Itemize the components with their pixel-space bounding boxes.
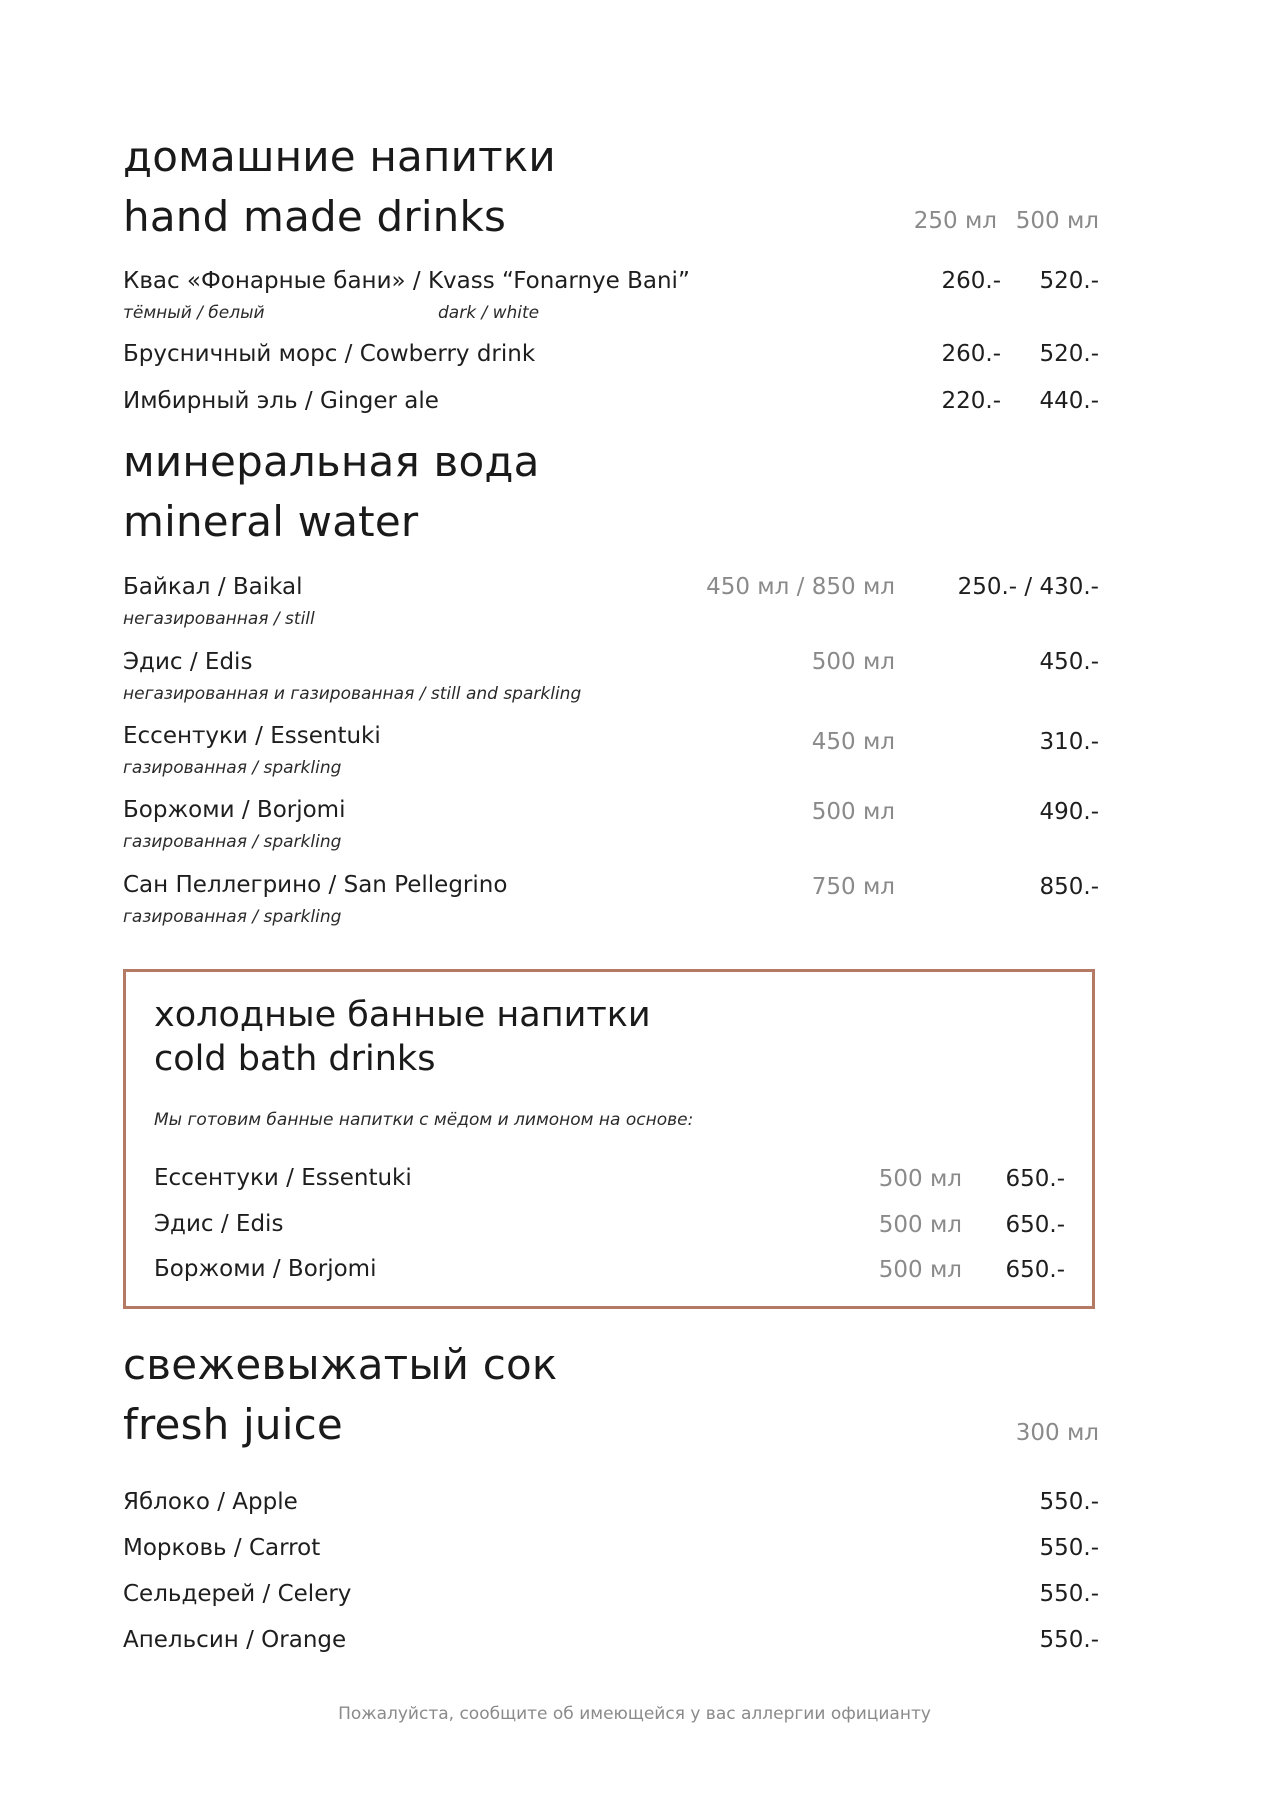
section-title-cold-bath-en: cold bath drinks bbox=[154, 1039, 436, 1079]
item-name: Боржоми / Borjomi bbox=[154, 1256, 377, 1282]
item-volume: 500 мл bbox=[878, 1212, 962, 1238]
item-price: 550.- bbox=[1039, 1489, 1099, 1515]
allergy-footer-note: Пожалуйста, сообщите об имеющейся у вас аллергии официанту bbox=[338, 1704, 931, 1724]
item-name: Яблоко / Apple bbox=[123, 1489, 298, 1515]
item-price-small: 260.- bbox=[941, 268, 1001, 294]
item-subtitle-en: dark / white bbox=[438, 303, 540, 323]
item-name: Эдис / Edis bbox=[154, 1211, 284, 1237]
juice-volume-header: 300 мл bbox=[1015, 1420, 1099, 1446]
item-price: 310.- bbox=[1039, 729, 1099, 755]
item-name: Квас «Фонарные бани» / Kvass “Fonarnye Bani” bbox=[123, 268, 690, 294]
item-volume: 450 мл bbox=[811, 729, 895, 755]
item-price-large: 440.- bbox=[1039, 388, 1099, 414]
item-price: 550.- bbox=[1039, 1581, 1099, 1607]
item-volume: 500 мл bbox=[811, 799, 895, 825]
item-price: 550.- bbox=[1039, 1535, 1099, 1561]
item-price: 250.- / 430.- bbox=[957, 574, 1099, 600]
item-price: 550.- bbox=[1039, 1627, 1099, 1653]
section-title-hand-made-ru: домашние напитки bbox=[123, 132, 556, 181]
section-title-mineral-en: mineral water bbox=[123, 497, 419, 546]
cold-bath-drinks-box bbox=[123, 969, 1095, 1309]
item-name: Морковь / Carrot bbox=[123, 1535, 321, 1561]
item-name: Брусничный морс / Cowberry drink bbox=[123, 341, 536, 367]
item-price: 490.- bbox=[1039, 799, 1099, 825]
item-name: Байкал / Baikal bbox=[123, 574, 303, 600]
cold-bath-note: Мы готовим банные напитки с мёдом и лимоном на основе: bbox=[154, 1110, 694, 1130]
item-volume: 500 мл bbox=[878, 1257, 962, 1283]
item-price-large: 520.- bbox=[1039, 268, 1099, 294]
item-name: Ессентуки / Essentuki bbox=[154, 1165, 412, 1191]
item-name: Ессентуки / Essentuki bbox=[123, 723, 381, 749]
item-volume: 750 мл bbox=[811, 874, 895, 900]
section-title-cold-bath-ru: холодные банные напитки bbox=[154, 995, 651, 1035]
item-price: 850.- bbox=[1039, 874, 1099, 900]
item-price: 450.- bbox=[1039, 649, 1099, 675]
item-price: 650.- bbox=[1005, 1257, 1065, 1283]
item-volume: 500 мл bbox=[811, 649, 895, 675]
item-subtitle: газированная / sparkling bbox=[123, 832, 342, 852]
item-subtitle: газированная / sparkling bbox=[123, 758, 342, 778]
section-title-juice-ru: свежевыжатый сок bbox=[123, 1340, 558, 1389]
item-subtitle-ru: тёмный / белый bbox=[123, 303, 265, 323]
item-subtitle: газированная / sparkling bbox=[123, 907, 342, 927]
item-name: Сельдерей / Celery bbox=[123, 1581, 352, 1607]
item-name: Апельсин / Orange bbox=[123, 1627, 347, 1653]
item-name: Эдис / Edis bbox=[123, 649, 253, 675]
section-title-mineral-ru: минеральная вода bbox=[123, 437, 540, 486]
item-price-large: 520.- bbox=[1039, 341, 1099, 367]
item-name: Сан Пеллегрино / San Pellegrino bbox=[123, 872, 508, 898]
item-name: Имбирный эль / Ginger ale bbox=[123, 388, 439, 414]
item-name: Боржоми / Borjomi bbox=[123, 797, 346, 823]
item-price: 650.- bbox=[1005, 1212, 1065, 1238]
item-subtitle: негазированная / still bbox=[123, 609, 315, 629]
item-subtitle: негазированная и газированная / still and sparkling bbox=[123, 684, 582, 704]
item-price-small: 220.- bbox=[941, 388, 1001, 414]
volume-header-large: 500 мл bbox=[1015, 208, 1099, 234]
item-price: 650.- bbox=[1005, 1166, 1065, 1192]
section-title-hand-made-en: hand made drinks bbox=[123, 192, 507, 241]
item-volume: 500 мл bbox=[878, 1166, 962, 1192]
item-volume: 450 мл / 850 мл bbox=[706, 574, 895, 600]
item-price-small: 260.- bbox=[941, 341, 1001, 367]
section-title-juice-en: fresh juice bbox=[123, 1400, 343, 1449]
volume-header-small: 250 мл bbox=[913, 208, 997, 234]
